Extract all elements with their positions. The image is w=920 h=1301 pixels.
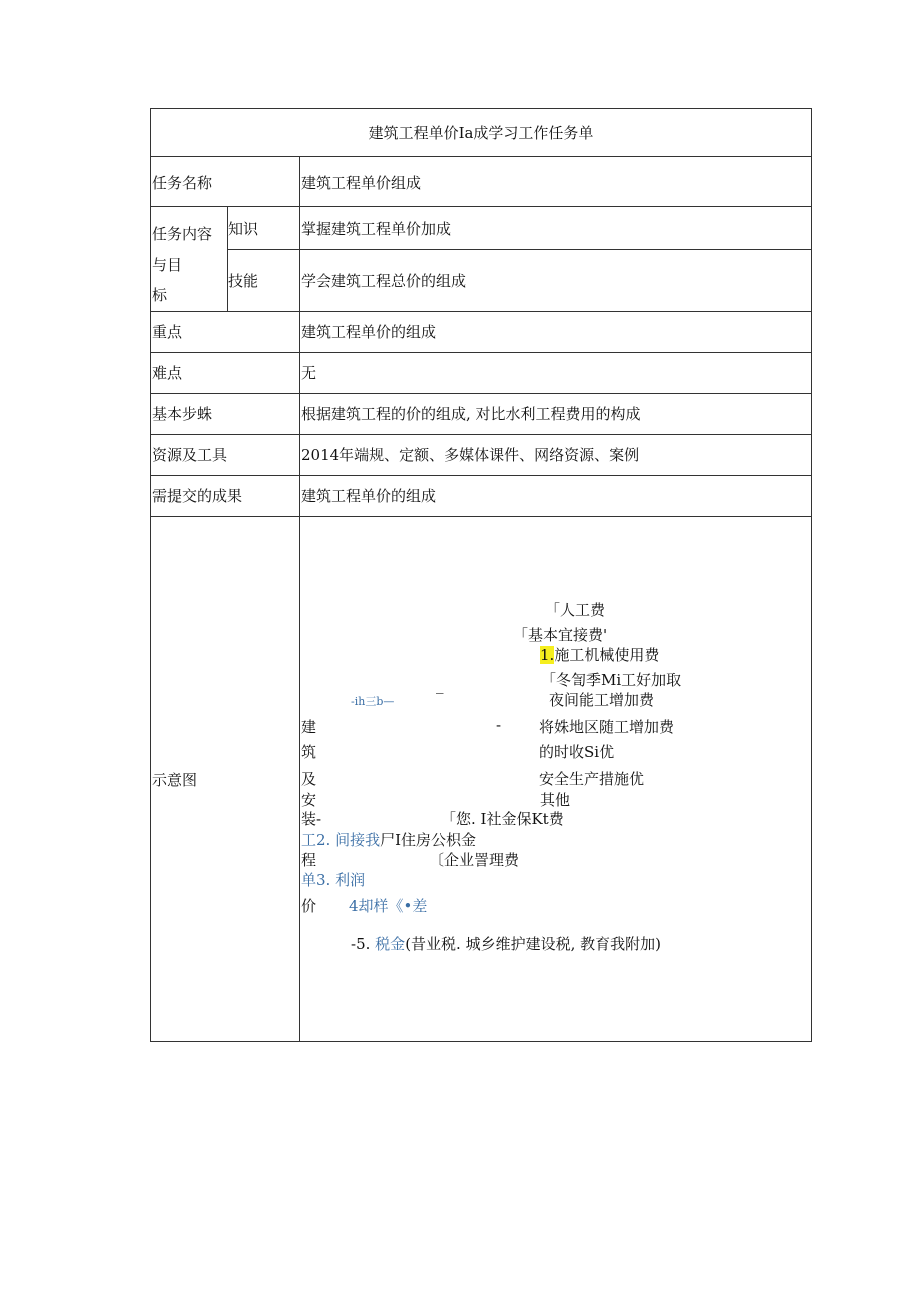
task-sheet-table: [150, 108, 812, 1042]
diagram-text: -5.: [351, 935, 371, 953]
row-divider: [151, 156, 811, 157]
sheet-title: 建筑工程单价Ia成学习工作任务单: [368, 124, 594, 142]
steps-value: 根据建筑工程的价的组成, 对比水利工程费用的构成: [301, 405, 641, 423]
diagram-vertical-char: 安: [301, 791, 317, 809]
task-content-label: 与目: [152, 256, 183, 274]
row-divider: [151, 434, 811, 435]
diagram-line: 安全生产措施优: [539, 770, 645, 788]
diagram-blue-text: 单3. 利润: [301, 871, 366, 889]
diagram-line: 其他: [540, 791, 571, 809]
diagram-highlight: 1.: [540, 646, 555, 664]
diagram-line: 「人工费: [545, 601, 606, 619]
diagram-line: [301, 831, 476, 849]
diagram-vertical-char: 建: [301, 718, 317, 736]
diagram-label: 示意图: [152, 771, 198, 789]
diagram-vertical-char: 及: [301, 770, 317, 788]
row-divider: [151, 516, 811, 517]
diagram-text: (昔业税. 城乡维护建设税, 教育我附加): [405, 935, 661, 953]
key-point-value: 建筑工程单价的组成: [301, 323, 437, 341]
skill-label: 技能: [228, 272, 259, 290]
deliverable-label: 需提交的成果: [152, 487, 243, 505]
knowledge-label: 知识: [228, 220, 259, 238]
skill-value: 学会建筑工程总价的组成: [301, 272, 467, 290]
diagram-line: [540, 646, 659, 664]
diagram-text: 施工机械使用费: [554, 646, 660, 664]
diagram-line: 「您. I社金保Kt费: [441, 810, 564, 828]
diagram-vertical-char: 程: [301, 851, 317, 869]
diagram-line: 「基本宜接费': [513, 626, 608, 644]
diagram-line: [351, 935, 661, 953]
row-divider: [151, 475, 811, 476]
key-point-label: 重点: [152, 323, 183, 341]
task-name-value: 建筑工程单价组成: [301, 174, 422, 192]
diagram-vertical-char: 装-: [301, 810, 322, 828]
difficulty-label: 难点: [152, 364, 183, 382]
diagram-line: 「冬訇季Mi工好加取: [541, 671, 682, 689]
row-divider: [151, 352, 811, 353]
difficulty-value: 无: [301, 364, 317, 382]
resources-value: 2014年端规、定额、多媒体课件、网络资源、案例: [301, 446, 640, 464]
diagram-line: 的时收Si优: [539, 743, 615, 761]
diagram-dash: -: [496, 716, 502, 734]
row-divider: [227, 249, 811, 250]
diagram-dash: _: [436, 676, 444, 694]
task-content-label: 标: [152, 286, 168, 304]
task-name-label: 任务名称: [152, 174, 213, 192]
row-divider: [151, 393, 811, 394]
diagram-line: 〔企业詈理费: [429, 851, 520, 869]
column-divider: [299, 156, 300, 1041]
knowledge-value: 掌握建筑工程单价加成: [301, 220, 452, 238]
diagram-line: 将姝地区随工增加费: [539, 718, 675, 736]
diagram-text: 尸I住房公枳金: [380, 831, 477, 849]
diagram-blue-text: 工2. 间接我: [301, 831, 381, 849]
resources-label: 资源及工具: [152, 446, 228, 464]
row-divider: [151, 311, 811, 312]
diagram-blue-text: 4却样《•差: [349, 897, 428, 915]
diagram-small-note: -ih三b—: [351, 695, 395, 708]
steps-label: 基本步蛛: [152, 405, 213, 423]
task-content-label: 任务内容: [152, 225, 213, 243]
diagram-vertical-char: 筑: [301, 743, 317, 761]
row-divider: [151, 206, 811, 207]
diagram-vertical-char: 价: [301, 897, 317, 915]
diagram-blue-text: 税金: [375, 935, 406, 953]
diagram-line: 夜间能工增加费: [549, 691, 655, 709]
deliverable-value: 建筑工程单价的组成: [301, 487, 437, 505]
